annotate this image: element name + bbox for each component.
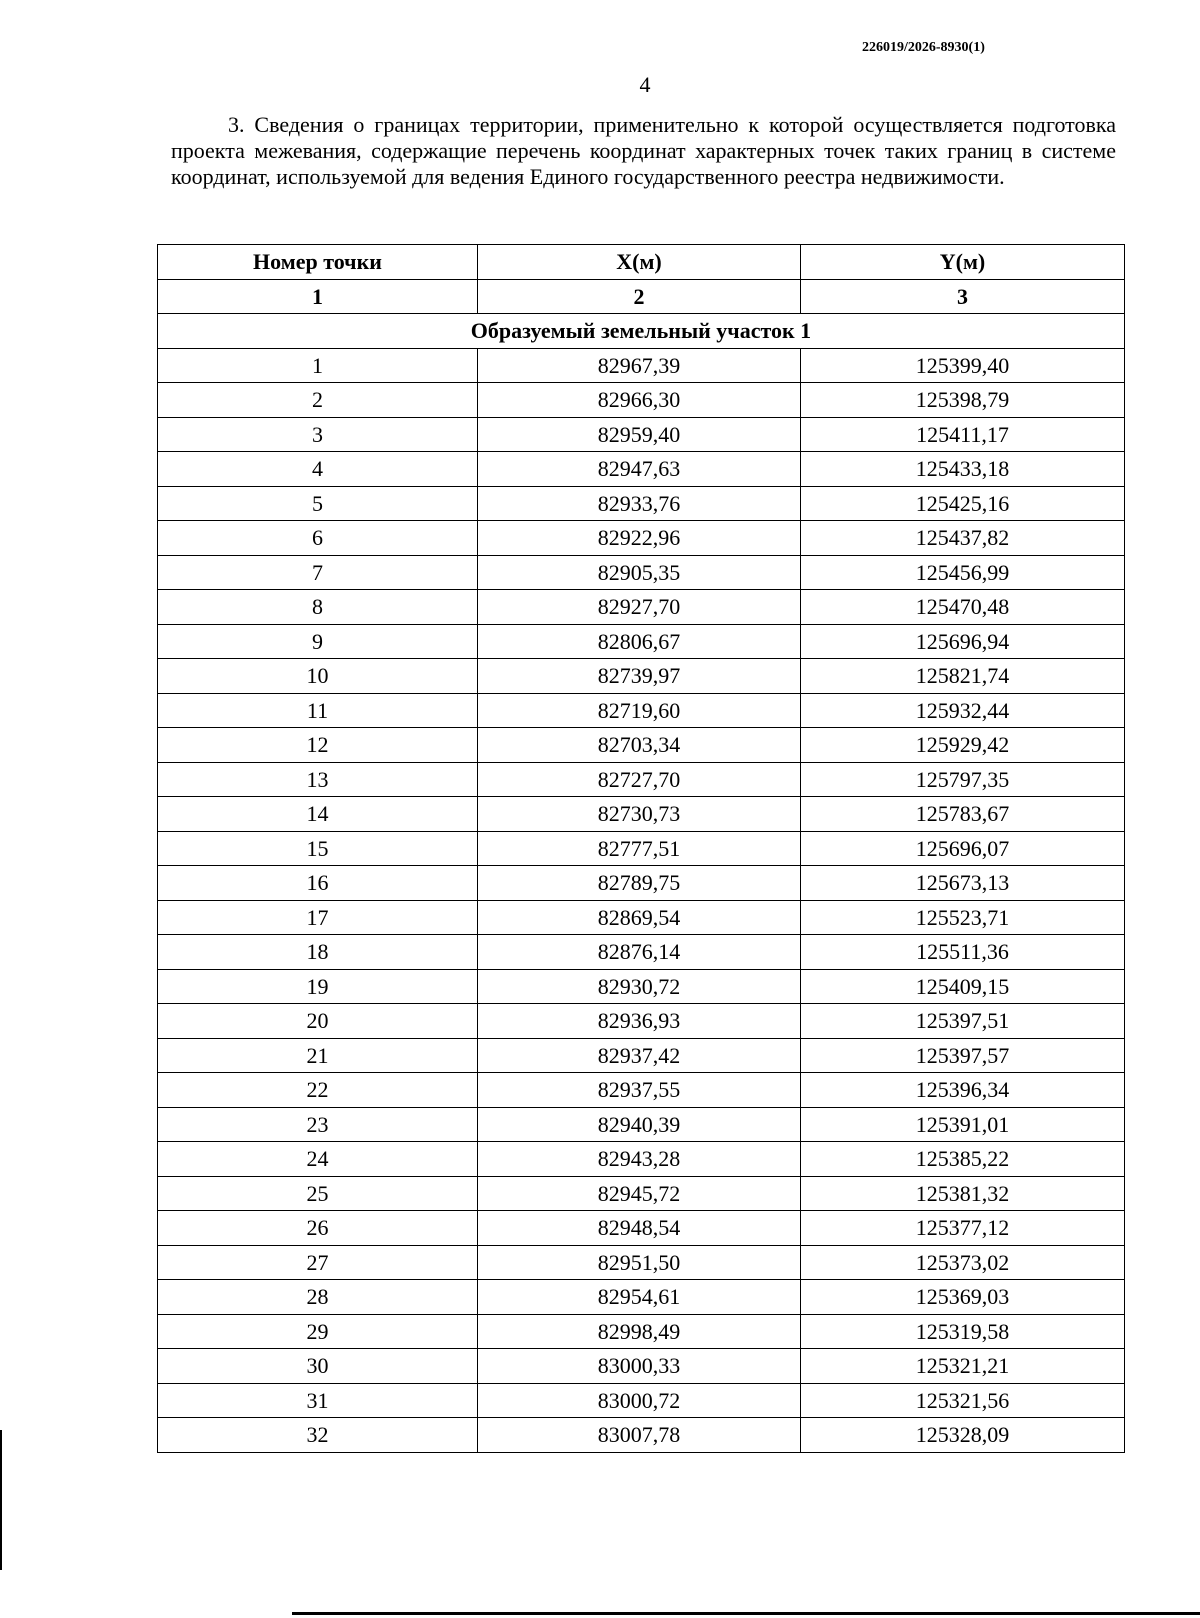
column-number-row [158,279,1125,314]
x-coordinate-cell: 82930,72 [478,969,801,1004]
point-number-cell: 32 [158,1418,478,1453]
point-number-cell: 11 [158,693,478,728]
x-coordinate-cell: 82789,75 [478,866,801,901]
x-coordinate-cell: 83000,72 [478,1383,801,1418]
header-point-number: Номер точки [158,245,478,280]
document-number: 226019/2026-8930(1) [862,40,985,55]
bottom-rule [292,1612,1200,1615]
table-row [158,555,1125,590]
point-number-cell: 19 [158,969,478,1004]
x-coordinate-cell: 82905,35 [478,555,801,590]
point-number-cell: 20 [158,1004,478,1039]
x-coordinate-cell: 82739,97 [478,659,801,694]
table-row [158,486,1125,521]
x-coordinate-cell: 82943,28 [478,1142,801,1177]
y-coordinate-cell: 125321,56 [801,1383,1125,1418]
point-number-cell: 7 [158,555,478,590]
point-number-cell: 26 [158,1211,478,1246]
y-coordinate-cell: 125456,99 [801,555,1125,590]
table-row [158,1142,1125,1177]
table-row [158,383,1125,418]
y-coordinate-cell: 125425,16 [801,486,1125,521]
table-row [158,1383,1125,1418]
table-row [158,348,1125,383]
y-coordinate-cell: 125391,01 [801,1107,1125,1142]
table-row [158,1107,1125,1142]
point-number-cell: 4 [158,452,478,487]
x-coordinate-cell: 82967,39 [478,348,801,383]
point-number-cell: 2 [158,383,478,418]
point-number-cell: 21 [158,1038,478,1073]
table-row [158,693,1125,728]
point-number-cell: 29 [158,1314,478,1349]
x-coordinate-cell: 82947,63 [478,452,801,487]
header-y: Y(м) [801,245,1125,280]
y-coordinate-cell: 125433,18 [801,452,1125,487]
y-coordinate-cell: 125929,42 [801,728,1125,763]
x-coordinate-cell: 82777,51 [478,831,801,866]
y-coordinate-cell: 125377,12 [801,1211,1125,1246]
table-row [158,521,1125,556]
x-coordinate-cell: 83000,33 [478,1349,801,1384]
y-coordinate-cell: 125932,44 [801,693,1125,728]
table-row [158,1349,1125,1384]
point-number-cell: 24 [158,1142,478,1177]
table-row [158,969,1125,1004]
point-number-cell: 6 [158,521,478,556]
column-number-3: 3 [801,279,1125,314]
table-row [158,797,1125,832]
page-number: 4 [639,72,651,97]
point-number-cell: 1 [158,348,478,383]
x-coordinate-cell: 82927,70 [478,590,801,625]
x-coordinate-cell: 82727,70 [478,762,801,797]
y-coordinate-cell: 125319,58 [801,1314,1125,1349]
point-number-cell: 22 [158,1073,478,1108]
table-row [158,452,1125,487]
point-number-cell: 13 [158,762,478,797]
table-row [158,900,1125,935]
table-row [158,762,1125,797]
table-row [158,1004,1125,1039]
point-number-cell: 5 [158,486,478,521]
x-coordinate-cell: 82933,76 [478,486,801,521]
point-number-cell: 25 [158,1176,478,1211]
point-number-cell: 31 [158,1383,478,1418]
table-row [158,1211,1125,1246]
x-coordinate-cell: 82937,42 [478,1038,801,1073]
table-row [158,1176,1125,1211]
table-row [158,624,1125,659]
point-number-cell: 10 [158,659,478,694]
y-coordinate-cell: 125797,35 [801,762,1125,797]
x-coordinate-cell: 82922,96 [478,521,801,556]
y-coordinate-cell: 125821,74 [801,659,1125,694]
column-number-2: 2 [478,279,801,314]
y-coordinate-cell: 125470,48 [801,590,1125,625]
point-number-cell: 18 [158,935,478,970]
point-number-cell: 9 [158,624,478,659]
point-number-cell: 14 [158,797,478,832]
section-title-row [158,314,1125,349]
x-coordinate-cell: 82937,55 [478,1073,801,1108]
x-coordinate-cell: 82876,14 [478,935,801,970]
x-coordinate-cell: 82954,61 [478,1280,801,1315]
y-coordinate-cell: 125409,15 [801,969,1125,1004]
point-number-cell: 3 [158,417,478,452]
y-coordinate-cell: 125385,22 [801,1142,1125,1177]
y-coordinate-cell: 125673,13 [801,866,1125,901]
y-coordinate-cell: 125321,21 [801,1349,1125,1384]
y-coordinate-cell: 125696,07 [801,831,1125,866]
point-number-cell: 8 [158,590,478,625]
section-title: Образуемый земельный участок 1 [158,314,1125,349]
x-coordinate-cell: 82806,67 [478,624,801,659]
point-number-cell: 15 [158,831,478,866]
x-coordinate-cell: 82959,40 [478,417,801,452]
point-number-cell: 16 [158,866,478,901]
x-coordinate-cell: 83007,78 [478,1418,801,1453]
y-coordinate-cell: 125511,36 [801,935,1125,970]
table-row [158,1280,1125,1315]
x-coordinate-cell: 82998,49 [478,1314,801,1349]
scan-edge-mark [0,1430,2,1570]
y-coordinate-cell: 125411,17 [801,417,1125,452]
section-intro-text: 3. Сведения о границах территории, применительно к которой осуществляется подготовка проекта межевания, содержащие перечень координат характерных точек таких границ в системе координат, используемой для ведения Единого государственного реестра недвижимости. [171,112,1116,189]
x-coordinate-cell: 82945,72 [478,1176,801,1211]
x-coordinate-cell: 82869,54 [478,900,801,935]
y-coordinate-cell: 125399,40 [801,348,1125,383]
x-coordinate-cell: 82703,34 [478,728,801,763]
y-coordinate-cell: 125381,32 [801,1176,1125,1211]
point-number-cell: 28 [158,1280,478,1315]
y-coordinate-cell: 125523,71 [801,900,1125,935]
table-row [158,935,1125,970]
y-coordinate-cell: 125328,09 [801,1418,1125,1453]
x-coordinate-cell: 82966,30 [478,383,801,418]
y-coordinate-cell: 125396,34 [801,1073,1125,1108]
y-coordinate-cell: 125373,02 [801,1245,1125,1280]
point-number-cell: 27 [158,1245,478,1280]
table-row [158,1314,1125,1349]
table-row [158,1073,1125,1108]
table-row [158,417,1125,452]
y-coordinate-cell: 125397,51 [801,1004,1125,1039]
table-row [158,659,1125,694]
point-number-cell: 17 [158,900,478,935]
x-coordinate-cell: 82948,54 [478,1211,801,1246]
table-row [158,1245,1125,1280]
coordinates-table [157,244,1125,1453]
point-number-cell: 23 [158,1107,478,1142]
table-row [158,831,1125,866]
y-coordinate-cell: 125397,57 [801,1038,1125,1073]
table-row [158,866,1125,901]
x-coordinate-cell: 82730,73 [478,797,801,832]
point-number-cell: 30 [158,1349,478,1384]
y-coordinate-cell: 125696,94 [801,624,1125,659]
y-coordinate-cell: 125437,82 [801,521,1125,556]
table-row [158,1038,1125,1073]
point-number-cell: 12 [158,728,478,763]
y-coordinate-cell: 125369,03 [801,1280,1125,1315]
column-number-1: 1 [158,279,478,314]
x-coordinate-cell: 82936,93 [478,1004,801,1039]
x-coordinate-cell: 82951,50 [478,1245,801,1280]
header-x: X(м) [478,245,801,280]
table-row [158,1418,1125,1453]
table-header-row [158,245,1125,280]
x-coordinate-cell: 82719,60 [478,693,801,728]
table-row [158,728,1125,763]
y-coordinate-cell: 125783,67 [801,797,1125,832]
table-row [158,590,1125,625]
y-coordinate-cell: 125398,79 [801,383,1125,418]
x-coordinate-cell: 82940,39 [478,1107,801,1142]
